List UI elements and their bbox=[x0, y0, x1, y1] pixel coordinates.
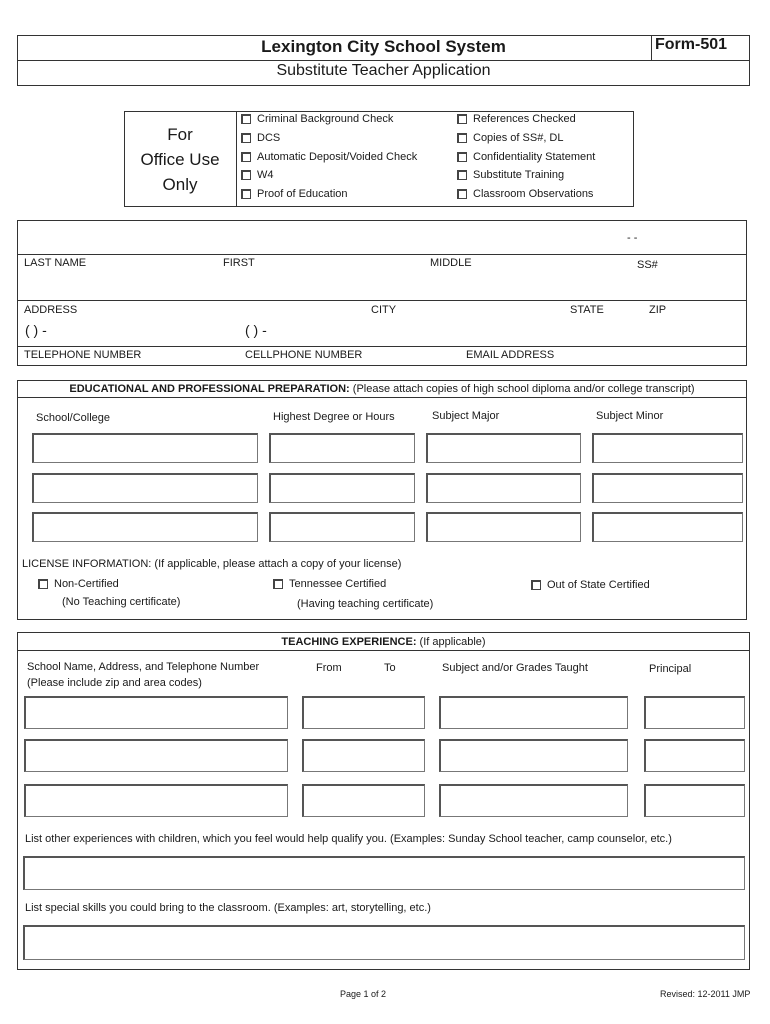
header-divider bbox=[17, 60, 750, 61]
highest-degree-input[interactable] bbox=[269, 512, 415, 542]
cellphone-label: CELLPHONE NUMBER bbox=[245, 349, 363, 361]
checkbox-icon[interactable] bbox=[241, 152, 251, 162]
col-school-note: (Please include zip and area codes) bbox=[27, 677, 202, 689]
form-number: Form-501 bbox=[655, 36, 728, 53]
checkbox-label: Substitute Training bbox=[473, 169, 565, 181]
personal-divider-3 bbox=[17, 346, 747, 347]
col-subject-major: Subject Major bbox=[432, 410, 500, 422]
page-number: Page 1 of 2 bbox=[340, 989, 387, 999]
email-input[interactable] bbox=[466, 320, 744, 344]
special-skills-label: List special skills you could bring to the classroom. (Examples: art, storytelling, etc.) bbox=[25, 902, 431, 914]
checkbox-label: W4 bbox=[257, 169, 274, 181]
col-to: To bbox=[384, 662, 396, 674]
checkbox-proof-of-education[interactable] bbox=[241, 188, 348, 200]
school-name-input[interactable] bbox=[24, 739, 288, 772]
checkbox-label: Confidentiality Statement bbox=[473, 151, 596, 163]
checkbox-icon[interactable] bbox=[38, 579, 48, 589]
address-label: ADDRESS bbox=[24, 304, 78, 316]
checkbox-dcs[interactable] bbox=[241, 132, 280, 144]
first-name-input[interactable] bbox=[222, 224, 417, 252]
ss-label: SS# bbox=[637, 259, 658, 271]
zip-label: ZIP bbox=[649, 304, 667, 316]
subject-minor-input[interactable] bbox=[592, 512, 743, 542]
office-use-label bbox=[124, 122, 236, 197]
checkbox-icon[interactable] bbox=[457, 133, 467, 143]
checkbox-label: Automatic Deposit/Voided Check bbox=[257, 151, 418, 163]
checkbox-icon[interactable] bbox=[241, 133, 251, 143]
office-use-divider bbox=[236, 111, 237, 207]
middle-name-input[interactable] bbox=[430, 224, 610, 252]
city-label: CITY bbox=[371, 304, 397, 316]
checkbox-label: Out of State Certified bbox=[547, 579, 650, 591]
personal-divider-2 bbox=[17, 300, 747, 301]
principal-input[interactable] bbox=[644, 739, 745, 772]
personal-divider-1 bbox=[17, 254, 747, 255]
license-tennessee-certified[interactable] bbox=[273, 578, 386, 590]
col-from: From bbox=[316, 662, 342, 674]
license-out-of-state[interactable] bbox=[531, 579, 650, 591]
subject-major-input[interactable] bbox=[426, 473, 581, 503]
revised-date: Revised: 12-2011 JMP bbox=[660, 989, 751, 999]
experience-heading-divider bbox=[17, 650, 750, 651]
checkbox-icon[interactable] bbox=[241, 189, 251, 199]
checkbox-icon[interactable] bbox=[241, 170, 251, 180]
checkbox-icon[interactable] bbox=[531, 580, 541, 590]
school-college-input[interactable] bbox=[32, 433, 258, 463]
checkbox-label: References Checked bbox=[473, 113, 576, 125]
special-skills-input[interactable] bbox=[23, 925, 745, 960]
checkbox-icon[interactable] bbox=[457, 152, 467, 162]
col-school-name: School Name, Address, and Telephone Number bbox=[27, 661, 260, 673]
license-non-certified[interactable] bbox=[38, 578, 119, 590]
middle-name-label: MIDDLE bbox=[430, 257, 472, 269]
education-heading-divider bbox=[17, 397, 747, 398]
col-subject-minor: Subject Minor bbox=[596, 410, 664, 422]
experience-heading-note: (If applicable) bbox=[419, 636, 486, 648]
last-name-label: LAST NAME bbox=[24, 257, 87, 269]
checkbox-label: Criminal Background Check bbox=[257, 113, 394, 125]
office-use-label-line: Only bbox=[162, 175, 198, 194]
checkbox-copies-ss-dl[interactable] bbox=[457, 132, 564, 144]
office-use-label-line: Office Use bbox=[140, 150, 220, 169]
from-to-input[interactable] bbox=[302, 784, 425, 817]
telephone-label: TELEPHONE NUMBER bbox=[24, 349, 142, 361]
ss-dashes: - - bbox=[627, 232, 638, 244]
subject-minor-input[interactable] bbox=[592, 473, 743, 503]
checkbox-automatic-deposit[interactable] bbox=[241, 151, 417, 163]
checkbox-confidentiality[interactable] bbox=[457, 151, 595, 163]
col-subject-grades: Subject and/or Grades Taught bbox=[442, 662, 588, 674]
checkbox-icon[interactable] bbox=[457, 189, 467, 199]
school-college-input[interactable] bbox=[32, 512, 258, 542]
school-college-input[interactable] bbox=[32, 473, 258, 503]
highest-degree-input[interactable] bbox=[269, 433, 415, 463]
principal-input[interactable] bbox=[644, 784, 745, 817]
first-name-label: FIRST bbox=[223, 257, 255, 269]
ss-input[interactable] bbox=[615, 224, 745, 252]
education-heading bbox=[17, 383, 747, 395]
checkbox-substitute-training[interactable] bbox=[457, 169, 564, 181]
education-heading-title: EDUCATIONAL AND PROFESSIONAL PREPARATION: bbox=[69, 383, 350, 395]
education-heading-note: (Please attach copies of high school diploma and/or college transcript) bbox=[352, 383, 695, 395]
checkbox-references-checked[interactable] bbox=[457, 113, 576, 125]
checkbox-icon[interactable] bbox=[457, 114, 467, 124]
subject-major-input[interactable] bbox=[426, 433, 581, 463]
cellphone-input[interactable]: ( ) - bbox=[245, 322, 267, 338]
checkbox-label: Copies of SS#, DL bbox=[473, 132, 564, 144]
highest-degree-input[interactable] bbox=[269, 473, 415, 503]
experience-heading bbox=[17, 636, 750, 648]
license-non-certified-note: (No Teaching certificate) bbox=[62, 596, 181, 608]
office-use-label-line: For bbox=[167, 125, 193, 144]
school-name-input[interactable] bbox=[24, 784, 288, 817]
subject-grades-input[interactable] bbox=[439, 739, 628, 772]
school-name-input[interactable] bbox=[24, 696, 288, 729]
checkbox-label: DCS bbox=[257, 132, 281, 144]
page-title: Lexington City School System bbox=[261, 37, 506, 56]
checkbox-label: Proof of Education bbox=[257, 188, 348, 200]
col-principal: Principal bbox=[649, 663, 692, 675]
col-school-college: School/College bbox=[36, 412, 110, 424]
page-subtitle: Substitute Teacher Application bbox=[276, 62, 491, 79]
checkbox-icon[interactable] bbox=[457, 170, 467, 180]
checkbox-w4[interactable] bbox=[241, 169, 274, 181]
state-label: STATE bbox=[570, 304, 604, 316]
other-experiences-label: List other experiences with children, which you feel would help qualify you. (Examples: Sunday School teacher, camp counselor, etc.) bbox=[25, 833, 672, 845]
from-to-input[interactable] bbox=[302, 739, 425, 772]
checkbox-label: Tennessee Certified bbox=[289, 578, 387, 590]
subject-minor-input[interactable] bbox=[592, 433, 743, 463]
experience-heading-title: TEACHING EXPERIENCE: bbox=[281, 636, 417, 648]
license-information-label: LICENSE INFORMATION: (If applicable, please attach a copy of your license) bbox=[22, 558, 402, 570]
col-highest-degree: Highest Degree or Hours bbox=[273, 411, 395, 423]
from-to-input[interactable] bbox=[302, 696, 425, 729]
last-name-input[interactable] bbox=[20, 224, 200, 252]
checkbox-icon[interactable] bbox=[273, 579, 283, 589]
other-experiences-input[interactable] bbox=[23, 856, 745, 890]
checkbox-label: Non-Certified bbox=[54, 578, 119, 590]
checkbox-icon[interactable] bbox=[241, 114, 251, 124]
telephone-input[interactable]: ( ) - bbox=[25, 322, 47, 338]
subject-grades-input[interactable] bbox=[439, 696, 628, 729]
subject-major-input[interactable] bbox=[426, 512, 581, 542]
email-label: EMAIL ADDRESS bbox=[466, 349, 555, 361]
checkbox-label: Classroom Observations bbox=[473, 188, 594, 200]
license-tennessee-note: (Having teaching certificate) bbox=[297, 598, 434, 610]
principal-input[interactable] bbox=[644, 696, 745, 729]
checkbox-criminal-background[interactable] bbox=[241, 113, 393, 125]
subject-grades-input[interactable] bbox=[439, 784, 628, 817]
checkbox-classroom-observations[interactable] bbox=[457, 188, 593, 200]
